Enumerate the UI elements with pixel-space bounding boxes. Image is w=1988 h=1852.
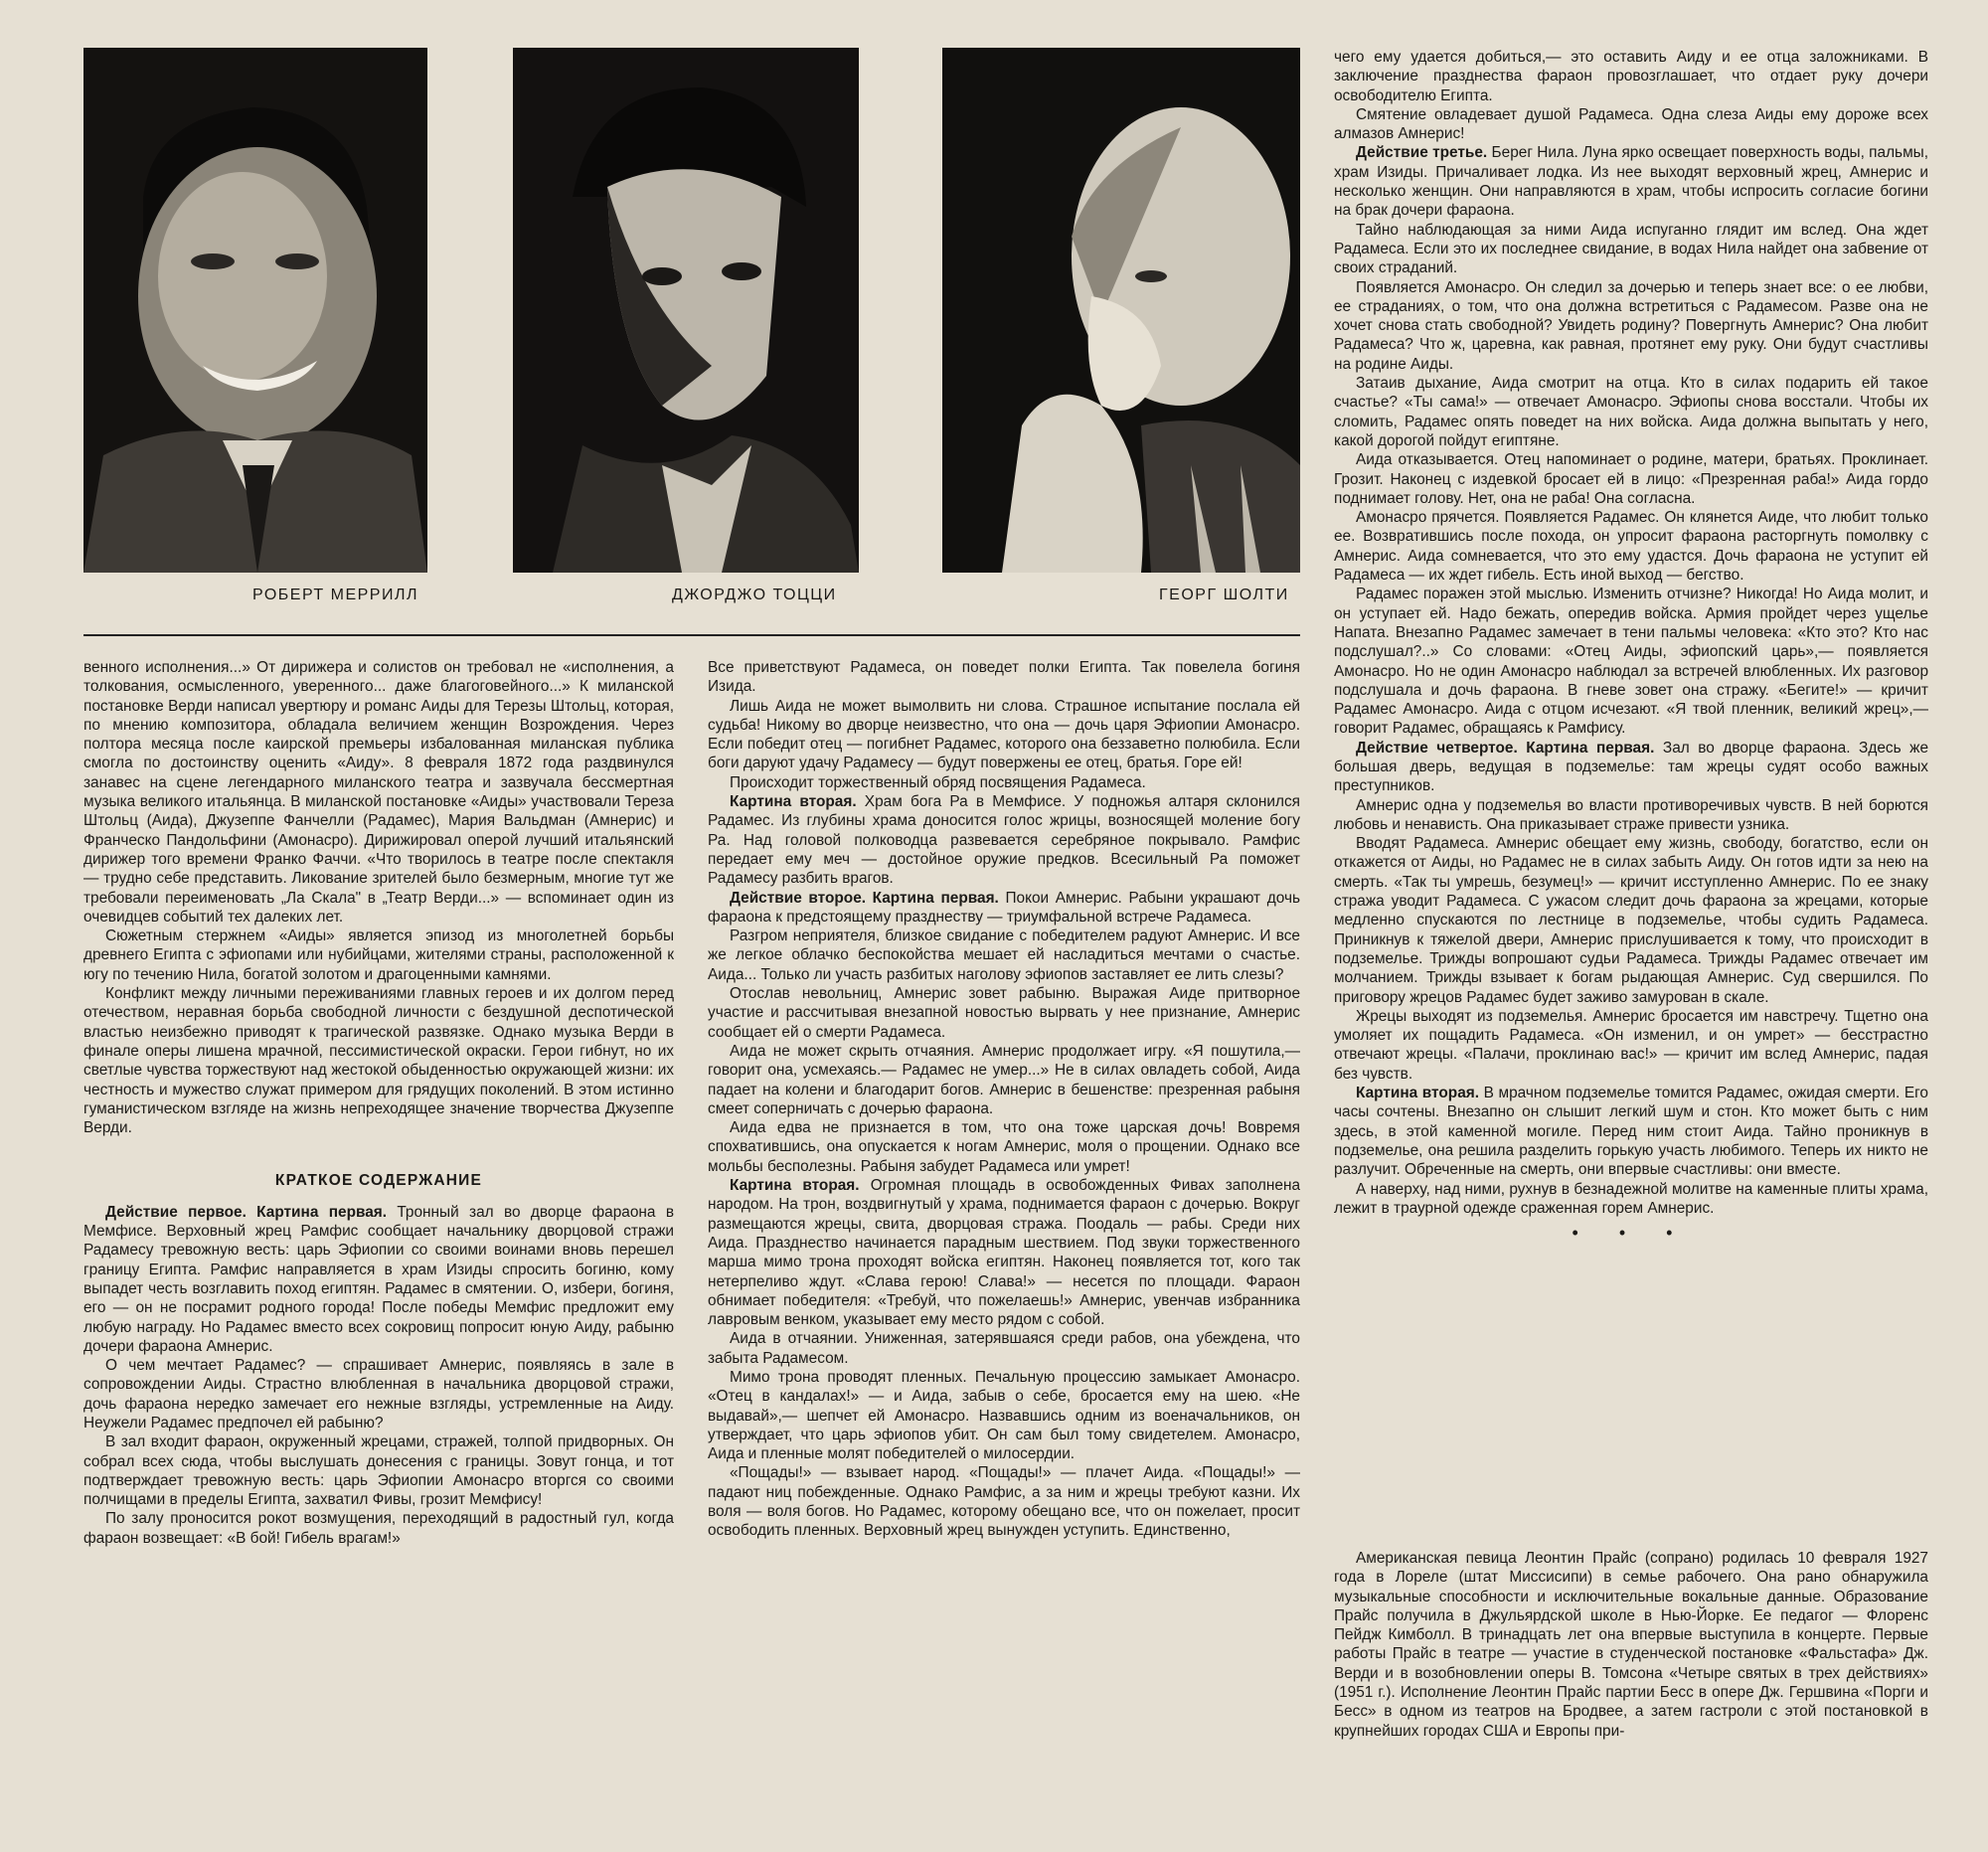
paragraph: Отослав невольниц, Амнерис зовет рабыню. Выражая Аиде притворное участие и рассчитывая внезапной новостью вырвать у нее признание, Амнерис сообщает ей о смерти Радамеса. — [708, 985, 1300, 1041]
paragraph: Лишь Аида не может вымолвить ни слова. Страшное испытание послала ей судьба! Никому во дворце неизвестно, что она — дочь царя Эфиопии Амонасро. Если победит отец — погибнет Радамес, которого она беззаветно полюбила. Если боги даруют удачу Радамесу — будут повержены ее отец, братья. Горе ей! — [708, 697, 1300, 772]
paragraph — [83, 1203, 674, 1356]
paragraph: Аида едва не признается в том, что она тоже царская дочь! Вовремя спохватившись, она опускается к ногам Амнерис, моля о прощении. Однако все мольбы бесполезны. Рабыня забудет Радамеса или умрет! — [708, 1119, 1300, 1175]
paragraph-text: Тронный зал во дворце фараона в Мемфисе. Верховный жрец Рамфис сообщает начальнику дворцовой стражи Радамесу тревожную весть: царь Эфиопии со своими воинами вновь перешел границу Египта. Рамфис направляется в храм Изиды спросить богиню, кому выпадет честь возглавить поход египтян. Радамес в смятении. О, избери, богиня, его — он не посрамит родного города! После победы Мемфис предложит ему любую награду. Но Радамес вместо всех сокровищ попросит юную Аиду, рабыню дочери фараона Амнерис. — [83, 1203, 674, 1355]
paragraph: Мимо трона проводят пленных. Печальную процессию замыкает Амонасро. «Отец в кандалах!» — и Аида, забыв о себе, бросается ему на шею. «Не выдавай»,— шепчет ей Амонасро. Назвавшись одним из военачальников, он утверждает, что царь эфиопов убит. Он сам был тому свидетелем. Амонасро, Аида и пленные молят победителей о милосердии. — [708, 1368, 1300, 1463]
text-column-1 — [83, 658, 674, 1841]
paragraph: Радамес поражен этой мыслью. Изменить отчизне? Никогда! Но Аида молит, и он уступает ей. Надо бежать, опередив войска. Армия пройдет через ущелье Напата. Внезапно Радамес замечает в тени пальмы человека: «Кто это? Кто нас подслушал?..» Со словами: «Отец Аиды, эфиопский царь»,— появляется Амонасро. Но не один Амонасро наблюдал за встречей влюбленных. Их разговор подслушала и дочь фараона. В гневе зовет она стражу. «Бегите!» — кричит Радамес Амонасро. Аида с отцом исчезают. «Я твой пленник, великий жрец»,— говорит Радамес, обращаясь к Рамфису. — [1334, 586, 1928, 738]
paragraph: Смятение овладевает душой Радамеса. Одна слеза Аиды ему дороже всех алмазов Амнерис! — [1334, 105, 1928, 143]
paragraph-text: Зал во дворце фараона. Здесь же большая дверь, ведущая в подземелье: там жрецы судят особо важных преступников. — [1334, 739, 1928, 795]
paragraph-text: В мрачном подземелье томится Радамес, ожидая смерти. Его часы сочтены. Внезапно он слышит легкий шум и стон. Кто может быть с ним здесь, в этой каменной могиле. Перед ним стоит Аида. Тайно проникнув в подземелье, она решила разделить горькую участь любимого. Теперь их никто не разлучит. Обреченные на смерть, они впервые счастливы: они вместе. — [1334, 1085, 1928, 1179]
scene-title: Картина вторая. — [1356, 1085, 1480, 1102]
scene-title: Действие второе. Картина первая. — [730, 889, 999, 907]
paragraph — [1334, 1084, 1928, 1179]
section-heading: КРАТКОЕ СОДЕРЖАНИЕ — [274, 1172, 483, 1190]
paragraph: Тайно наблюдающая за ними Аида испуганно глядит им вслед. Она ждет Радамеса. Если это их последнее свидание, в водах Нила найдет она забвение от своих страданий. — [1334, 221, 1928, 277]
paragraph: Вводят Радамеса. Амнерис обещает ему жизнь, свободу, богатство, если он откажется от Аиды, но Радамес не в силах забыть Аиду. Он готов идти за нею на смерть. «Так ты умрешь, безумец!» — кричит исступленно Амнерис. По ее знаку стража уводит Радамеса. С ужасом следит дочь фараона за жрецами, которые медленно спускаются по лестнице в подземелье, чтобы судить Радамеса. Приникнув к тяжелой двери, Амнерис прислушивается к тому, что происходит в подземелье. Трижды вопрошают судьи Радамеса. Трижды Радамес отвечает им молчанием. Трижды взывает к богам рыдающая Амнерис. Суд свершился. По приговору жрецов Радамес будет заживо замурован в скале. — [1334, 835, 1928, 1006]
paragraph: Сюжетным стержнем «Аиды» является эпизод из многолетней борьбы древнего Египта с эфиопами или нубийцами, жителями страны, расположенной к югу по течению Нила, богатой золотом и драгоценными камнями. — [83, 927, 674, 983]
scene-title: Картина вторая. — [730, 1177, 860, 1195]
paragraph: В зал входит фараон, окруженный жрецами, стражей, толпой придворных. Он собрал всех сюда, чтобы выслушать донесения с границы. Зовут гонца, и тот подтверждает тревожную весть: царь Эфиопии Амонасро вторгся со своими полчищами в пределы Египта, захватил Фивы, грозит Мемфису! — [83, 1433, 674, 1509]
paragraph: Американская певица Леонтин Прайс (сопрано) родилась 10 февраля 1927 года в Лореле (штат Миссисипи) в семье рабочего. Она рано обнаружила музыкальные способности и исключительные вокальные данные. Образование Прайс получила в Джульярдской школе в Нью-Йорке. Ее педагог — Флоренс Пейдж Кимболл. В тринадцать лет она впервые выступила в концерте. Первые работы Прайс в театре — участие в студенческой постановке «Фальстафа» Дж. Верди и в возобновлении оперы В. Томсона «Четыре святых в трех действиях» (1951 г.). Исполнение Леонтин Прайс партии Бесс в опере Дж. Гершвина «Порги и Бесс» в одном из театров на Бродвее, а затем гастроли с этой постановкой в крупнейших городах США и Европы при- — [1334, 1550, 1928, 1740]
paragraph: Все приветствуют Радамеса, он поведет полки Египта. Так повелела богиня Изида. — [708, 659, 1300, 696]
paragraph: венного исполнения...» От дирижера и солистов он требовал не «исполнения, а толкования, осмысленного, уверенного... даже благоговейного...» К миланской постановке Верди написал увертюру и романс Аиды для Терезы Штольц, которая, по мнению композитора, обладала величием женщин Возрождения. Через полтора месяца после каирской премьеры избалованная миланская публика смогла по достоинству оценить «Аиду». 8 февраля 1872 года раздвинулся занавес на сцене легендарного миланского театра и зазвучала бессмертная музыка великого итальянца. В миланской постановке «Аиды» участвовали Тереза Штольц (Аида), Джузеппе Фанчелли (Радамес), Мария Вальдман (Амнерис) и Франческо Пандольфини (Амонасро). Дирижировал оперой лучший итальянский дирижер того времени Франко Фаччи. «Что творилось в театре после спектакля — трудно себе представить. Ликование зрителей было безмерным, многие тут же требовали переименовать „Ла Скала" в „Театр Верди...» — вспоминает один из очевидцев событий тех далеких лет. — [83, 659, 674, 926]
paragraph: Затаив дыхание, Аида смотрит на отца. Кто в силах подарить ей такое счастье? «Ты сама!» — отвечает Амонасро. Эфиопы снова восстали. Чтобы их сломить, Радамес опять поведет на них войска. Аида должна выпытать у него, какой дорогой пойдут египтяне. — [1334, 375, 1928, 449]
paragraph-text: Покои Амнерис. Рабыни украшают дочь фараона к предстоящему празднеству — триумфальной встрече Радамеса. — [708, 889, 1300, 926]
paragraph — [1334, 143, 1928, 220]
portrait-image — [83, 48, 427, 573]
paragraph: чего ему удается добиться,— это оставить Аиду и ее отца заложниками. В заключение празднества фараон провозглашает, что отдает руку дочери освободителю Египта. — [1334, 49, 1928, 104]
paragraph: Разгром неприятеля, близкое свидание с победителем радуют Амнерис. И все же легкое облачко беспокойства мешает ей насладиться мечтами о счастье. Аида... Только ли участь разбитых наголову эфиопов заставляет ее лить слезы? — [708, 927, 1300, 983]
photo-caption: ДЖОРДЖО ТОЦЦИ — [672, 587, 837, 603]
paragraph: Происходит торжественный обряд посвящения Радамеса. — [730, 773, 1146, 791]
paragraph: Амонасро прячется. Появляется Радамес. Он клянется Аиде, что любит только ее. Возвратившись после похода, он упросит фараона расторгнуть помолвку с Амнерис. Аида сомневается, что это ему удастся. Дочь фараона не уступит ей Радамеса — их ждет гибель. Есть иной выход — бегство. — [1334, 509, 1928, 585]
portrait-photo-solti — [942, 48, 1300, 573]
paragraph — [708, 1176, 1300, 1329]
scene-title: Картина вторая. — [730, 793, 857, 811]
paragraph: Появляется Амонасро. Он следил за дочерью и теперь знает все: о ее любви, ее страданиях, о том, что она должна встретиться с Радамесом. Разве она не хочет снова стать свободной? Увидеть родину? Повергнуть Амнерис? Она любит Радамеса? Что ж, царевна, как равная, протянет ему руку. Они будут счастливы на родине Аиды. — [1334, 278, 1928, 373]
paragraph: Жрецы выходят из подземелья. Амнерис бросается им навстречу. Тщетно она умоляет их пощадить Радамеса. «Он изменил, и он умрет» — бесстрастно отвечают жрецы. «Палачи, проклинаю вас!» — кричит им вслед Амнерис, падая без чувств. — [1334, 1007, 1928, 1083]
paragraph-text: Берег Нила. Луна ярко освещает поверхность воды, пальмы, храм Изиды. Причаливает лодка. Из нее выходят верховный жрец, Амнерис и несколько женщин. Они направляются в храм, чтобы испросить согласие богини на брак дочери фараона. — [1334, 144, 1928, 220]
paragraph: Аида в отчаянии. Униженная, затерявшаяся среди рабов, она убеждена, что забыта Радамесом. — [708, 1330, 1300, 1367]
portrait-image — [942, 48, 1300, 573]
scene-title: Действие первое. Картина первая. — [105, 1203, 388, 1221]
scene-title: Действие четвертое. Картина первая. — [1356, 739, 1655, 757]
text-column-2 — [708, 658, 1300, 1841]
portrait-photo-tozzi — [513, 48, 859, 573]
paragraph: А наверху, над ними, рухнув в безнадежной молитве на каменные плиты храма, лежит в траурной одежде сраженная горем Амнерис. — [1334, 1180, 1928, 1217]
paragraph — [708, 792, 1300, 888]
section-separator: • • • — [1572, 1223, 1691, 1244]
paragraph: Амнерис одна у подземелья во власти противоречивых чувств. В ней борются любовь и ненависть. Она приказывает страже привести узника. — [1334, 796, 1928, 833]
photo-caption: РОБЕРТ МЕРРИЛЛ — [252, 587, 418, 603]
paragraph: Аида не может скрыть отчаяния. Амнерис продолжает игру. «Я пошутила,— говорит она, усмехаясь.— Радамес не умер...» Не в силах овладеть собой, Аида падает на колени и благодарит богов. Амнерис в бешенстве: презренная рабыня смеет соперничать с дочерью фараона. — [708, 1042, 1300, 1117]
horizontal-divider — [83, 634, 1300, 636]
scene-title: Действие третье. — [1356, 144, 1488, 162]
paragraph: Аида отказывается. Отец напоминает о родине, матери, братьях. Проклинает. Грозит. Наконец с издевкой бросает ей в лицо: «Презренная раба!» Аида гордо поднимает голову. Нет, она не раба! Она согласна. — [1334, 451, 1928, 507]
paragraph: О чем мечтает Радамес? — спрашивает Амнерис, появляясь в зале в сопровождении Аиды. Страстно влюбленная в начальника дворцовой стражи, дочь фараона нередко замечает его нежные взгляды, устремленные на Аиду. Неужели Радамес предпочел ей рабыню? — [83, 1357, 674, 1431]
paragraph-text: Храм бога Ра в Мемфисе. У подножья алтаря склонился Радамес. Из глубины храма доносится голос жрицы, возносящей моление богу Ра. Над головой полководца развевается серебряное покрывало. Рамфис передает ему меч — достойное оружие предков. Всесильный Ра поможет Радамесу разбить врагов. — [708, 793, 1300, 888]
paragraph: «Пощады!» — взывает народ. «Пощады!» — плачет Аида. «Пощады!» — падают ниц побежденные. Однако Рамфис, а за ним и жрецы требуют казни. Их воля — воля богов. Но Радамес, которому обещано все, что он пожелает, просит освободить пленных. Верховный жрец вынужден уступить. Единственно, — [708, 1464, 1300, 1540]
photo-caption: ГЕОРГ ШОЛТИ — [1159, 587, 1289, 603]
paragraph: Конфликт между личными переживаниями главных героев и их долгом перед отечеством, неравная борьба свободной личности с бездушной деспотической властью неизбежно приводят к трагической развязке. Однако музыка Верди в финале оперы лишена мрачной, пессимистической окраски. Герои гибнут, но их светлые чувства торжествуют над жестокой обыденностью окружающей жизни: их честность и мужество служат примером для грядущих поколений. В этом истинно гуманистическом взгляде на жизнь непреходящее значение творчества Джузеппе Верди. — [83, 985, 674, 1137]
paragraph-text: Огромная площадь в освобожденных Фивах заполнена народом. На трон, воздвигнутый у храма, поднимается фараон с дочерью. Вокруг размещаются жрецы, свита, дворцовая стража. Поодаль — рабы. Среди них Аида. Празднество начинается парадным шествием. Под звуки торжественного марша мимо трона проходят войска египтян. Наконец появляется тот, кого так нетерпеливо ждут. «Слава герою! Слава!» — несется по площади. Фараон обнимает победителя: «Требуй, что пожелаешь!» Амнерис, увенчав избранника лавровым венком, указывает ему место рядом с собой. — [708, 1177, 1300, 1329]
paragraph: По залу проносится рокот возмущения, переходящий в радостный гул, когда фараон возвещает: «В бой! Гибель врагам!» — [83, 1510, 674, 1547]
portrait-photo-merrill — [83, 48, 427, 573]
text-column-3 — [1334, 48, 1928, 1543]
paragraph — [708, 889, 1300, 927]
biography-text — [1334, 1549, 1928, 1843]
paragraph — [1334, 739, 1928, 796]
portrait-image — [513, 48, 859, 573]
